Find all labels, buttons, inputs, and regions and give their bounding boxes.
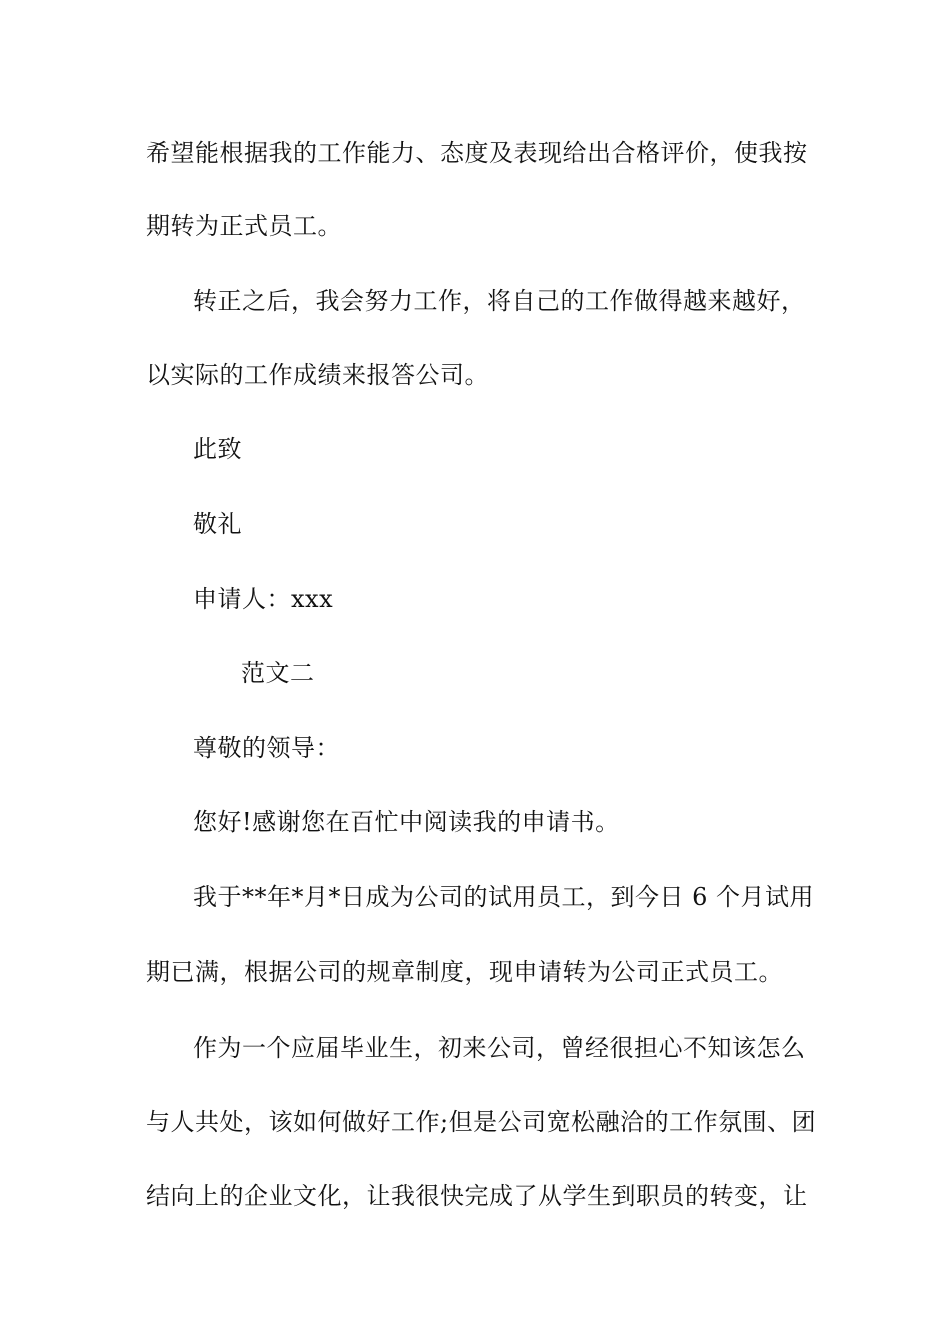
paragraph-line: 您好!感谢您在百忙中阅读我的申请书。 bbox=[193, 808, 620, 836]
closing-salutation: 此致 bbox=[193, 435, 242, 463]
greeting: 尊敬的领导： bbox=[193, 734, 340, 762]
paragraph-line: 我于**年*月*日成为公司的试用员工，到今日 6 个月试用 bbox=[193, 883, 815, 911]
section-heading: 范文二 bbox=[241, 659, 315, 687]
paragraph-line: 期转为正式员工。 bbox=[146, 212, 342, 240]
paragraph-line: 期已满，根据公司的规章制度，现申请转为公司正式员工。 bbox=[146, 958, 783, 986]
paragraph-line: 与人共处，该如何做好工作;但是公司宽松融洽的工作氛围、团 bbox=[146, 1108, 817, 1136]
closing-regards: 敬礼 bbox=[193, 510, 242, 538]
paragraph-line: 结向上的企业文化，让我很快完成了从学生到职员的转变，让 bbox=[146, 1182, 808, 1210]
paragraph-line: 作为一个应届毕业生，初来公司，曾经很担心不知该怎么 bbox=[193, 1034, 806, 1062]
applicant-signature: 申请人：xxx bbox=[193, 585, 334, 613]
paragraph-line: 转正之后，我会努力工作，将自己的工作做得越来越好， bbox=[193, 287, 806, 315]
paragraph-line: 以实际的工作成绩来报答公司。 bbox=[146, 361, 489, 389]
paragraph-line: 希望能根据我的工作能力、态度及表现给出合格评价，使我按 bbox=[146, 139, 808, 167]
